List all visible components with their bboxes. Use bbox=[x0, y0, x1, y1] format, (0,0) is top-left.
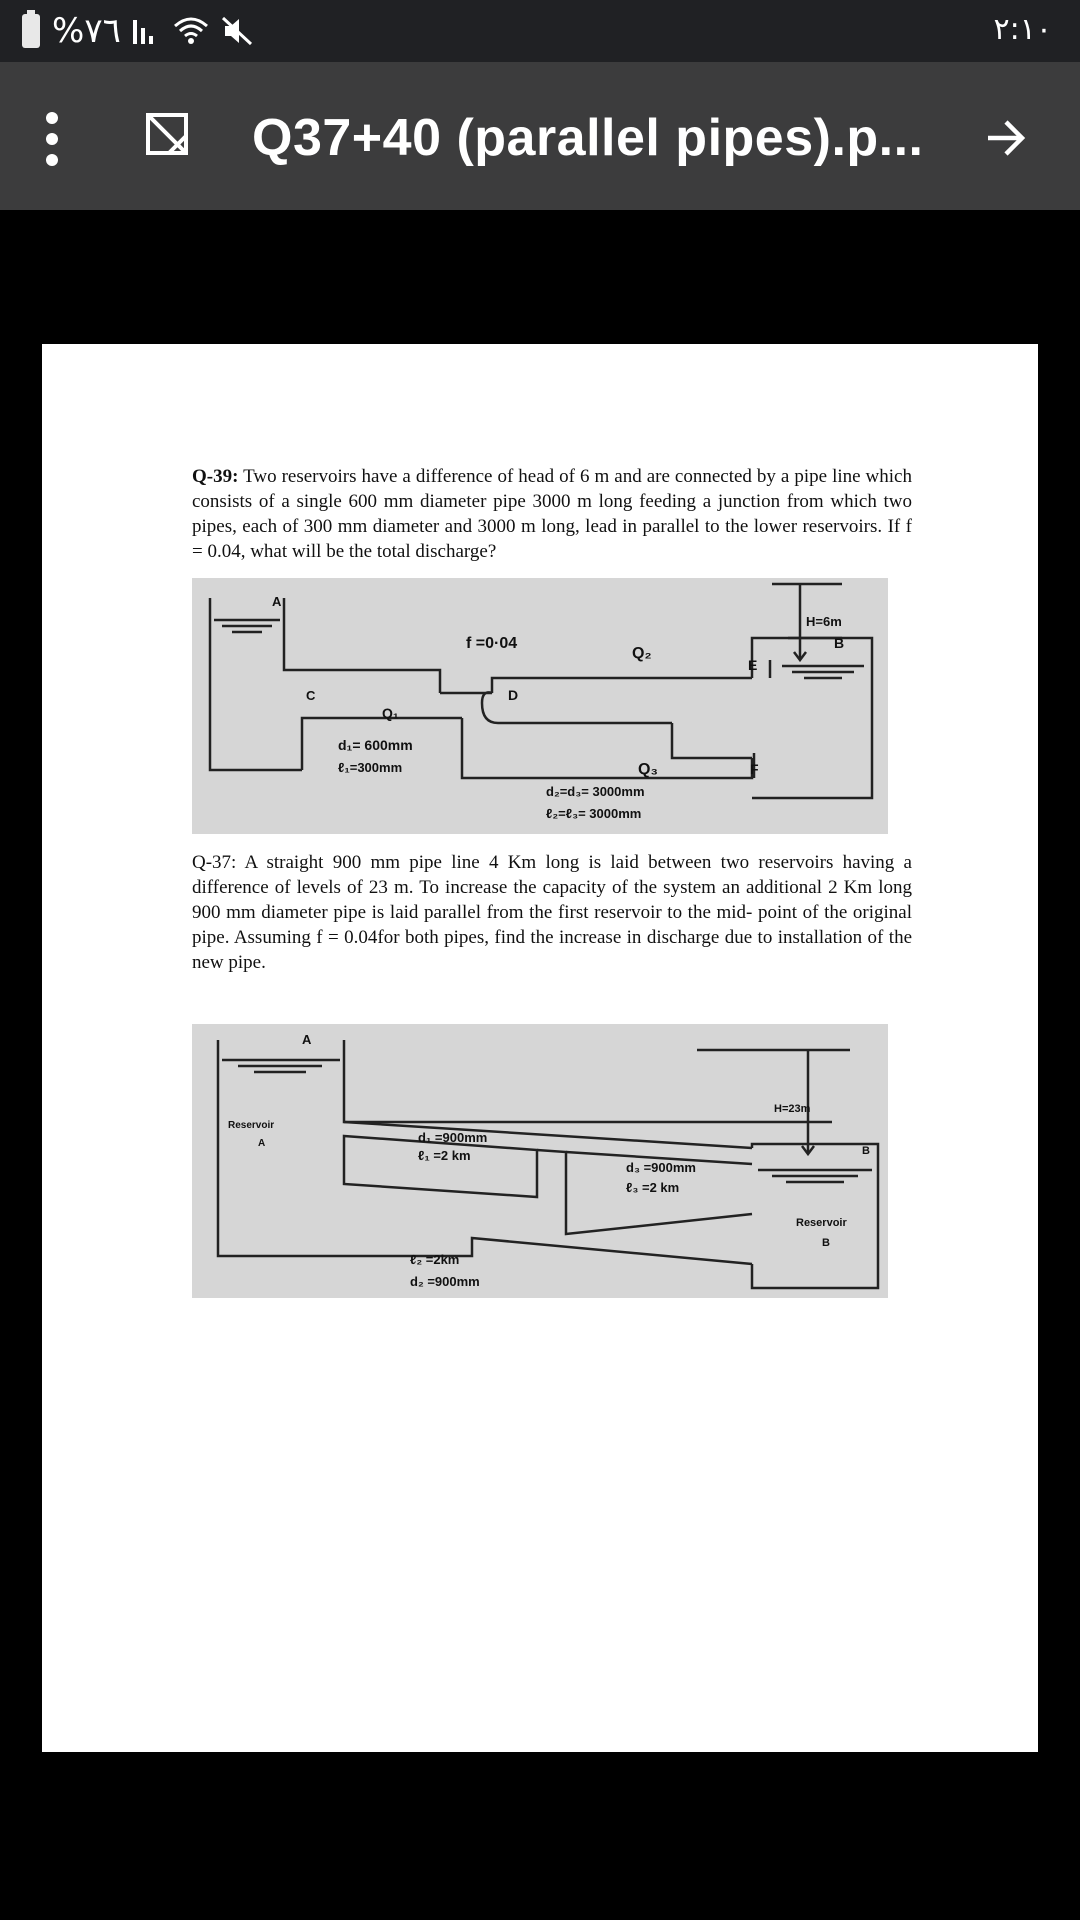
fig2-reservoir-b-letter: B bbox=[822, 1237, 830, 1249]
fig1-label-f: F bbox=[750, 761, 759, 777]
mute-icon bbox=[219, 14, 255, 48]
fig1-l1: ℓ₁=300mm bbox=[338, 760, 403, 775]
fig2-d3: d₃ =900mm bbox=[626, 1160, 696, 1175]
question-39-text bbox=[192, 464, 912, 564]
fig1-label-e: E bbox=[748, 657, 758, 673]
fig2-d2: d₂ =900mm bbox=[410, 1274, 480, 1289]
fig2-d1: d₁ =900mm bbox=[418, 1130, 488, 1145]
fig1-d23: d₂=d₃= 3000mm bbox=[546, 784, 645, 799]
fig1-label-d: D bbox=[508, 687, 519, 703]
fig2-label-a: A bbox=[302, 1032, 312, 1047]
status-left bbox=[22, 10, 255, 52]
fig2-head: H=23m bbox=[774, 1103, 811, 1115]
fig2-reservoir-a-letter: A bbox=[258, 1138, 266, 1149]
fig1-l23: ℓ₂=ℓ₃= 3000mm bbox=[546, 806, 642, 821]
status-bar bbox=[0, 0, 1080, 62]
document-icon[interactable] bbox=[145, 112, 189, 156]
fig2-reservoir-a-label: Reservoir bbox=[228, 1120, 275, 1131]
pdf-page bbox=[42, 344, 1038, 1752]
fig1-label-c: C bbox=[306, 688, 316, 703]
clock: ٢:١٠ bbox=[993, 12, 1052, 47]
document-title: Q37+40 (parallel pipes).p... bbox=[252, 109, 924, 167]
question-37-text: Q-37: A straight 900 mm pipe line 4 Km long is laid between two reservoirs having a difference of levels of 23 m. To increase the capacity of the system an additional 2 Km long 900 mm diameter pipe is laid parallel from the first reservoir to the mid- point of the original pipe. Assuming f = 0.04for both pipes, find the increase in discharge due to installation of the new pipe. bbox=[192, 852, 912, 973]
arrow-forward-icon[interactable] bbox=[982, 114, 1030, 162]
question-39-body: Two reservoirs have a difference of head of 6 m and are connected by a pipe line which consists of a single 600 mm diameter pipe 3000 m long feeding a junction from which two pipes, each of 300 mm diameter and 3000 m long, lead in parallel to the lower reservoirs. If f = 0.04, what will be the total discharge? bbox=[192, 466, 912, 562]
figure-q39 bbox=[192, 578, 888, 834]
question-39-label: Q-39: bbox=[192, 466, 239, 487]
fig2-l1: ℓ₁ =2 km bbox=[418, 1148, 471, 1163]
signal-bars-icon bbox=[129, 14, 163, 48]
fig2-l3: ℓ₃ =2 km bbox=[626, 1180, 680, 1195]
fig2-reservoir-b-label: Reservoir bbox=[796, 1217, 847, 1229]
fig1-d1: d₁= 600mm bbox=[338, 737, 413, 753]
fig1-label-b: B bbox=[834, 635, 845, 651]
fig1-friction: f =0·04 bbox=[466, 635, 518, 652]
battery-percent: %٧٦ bbox=[52, 11, 121, 51]
more-vert-icon[interactable] bbox=[40, 112, 64, 172]
fig1-head: H=6m bbox=[806, 614, 842, 629]
fig2-label-b: B bbox=[862, 1145, 870, 1157]
app-bar bbox=[0, 62, 1080, 210]
fig1-label-a: A bbox=[272, 594, 282, 609]
fig2-l2: ℓ₂ =2km bbox=[410, 1252, 460, 1267]
battery-icon bbox=[22, 14, 40, 48]
fig1-q1: Q₁ bbox=[382, 705, 399, 721]
fig1-q3: Q₃ bbox=[638, 761, 658, 778]
fig1-q2: Q₂ bbox=[632, 645, 652, 662]
wifi-icon bbox=[171, 14, 211, 48]
figure-q37 bbox=[192, 1024, 888, 1298]
